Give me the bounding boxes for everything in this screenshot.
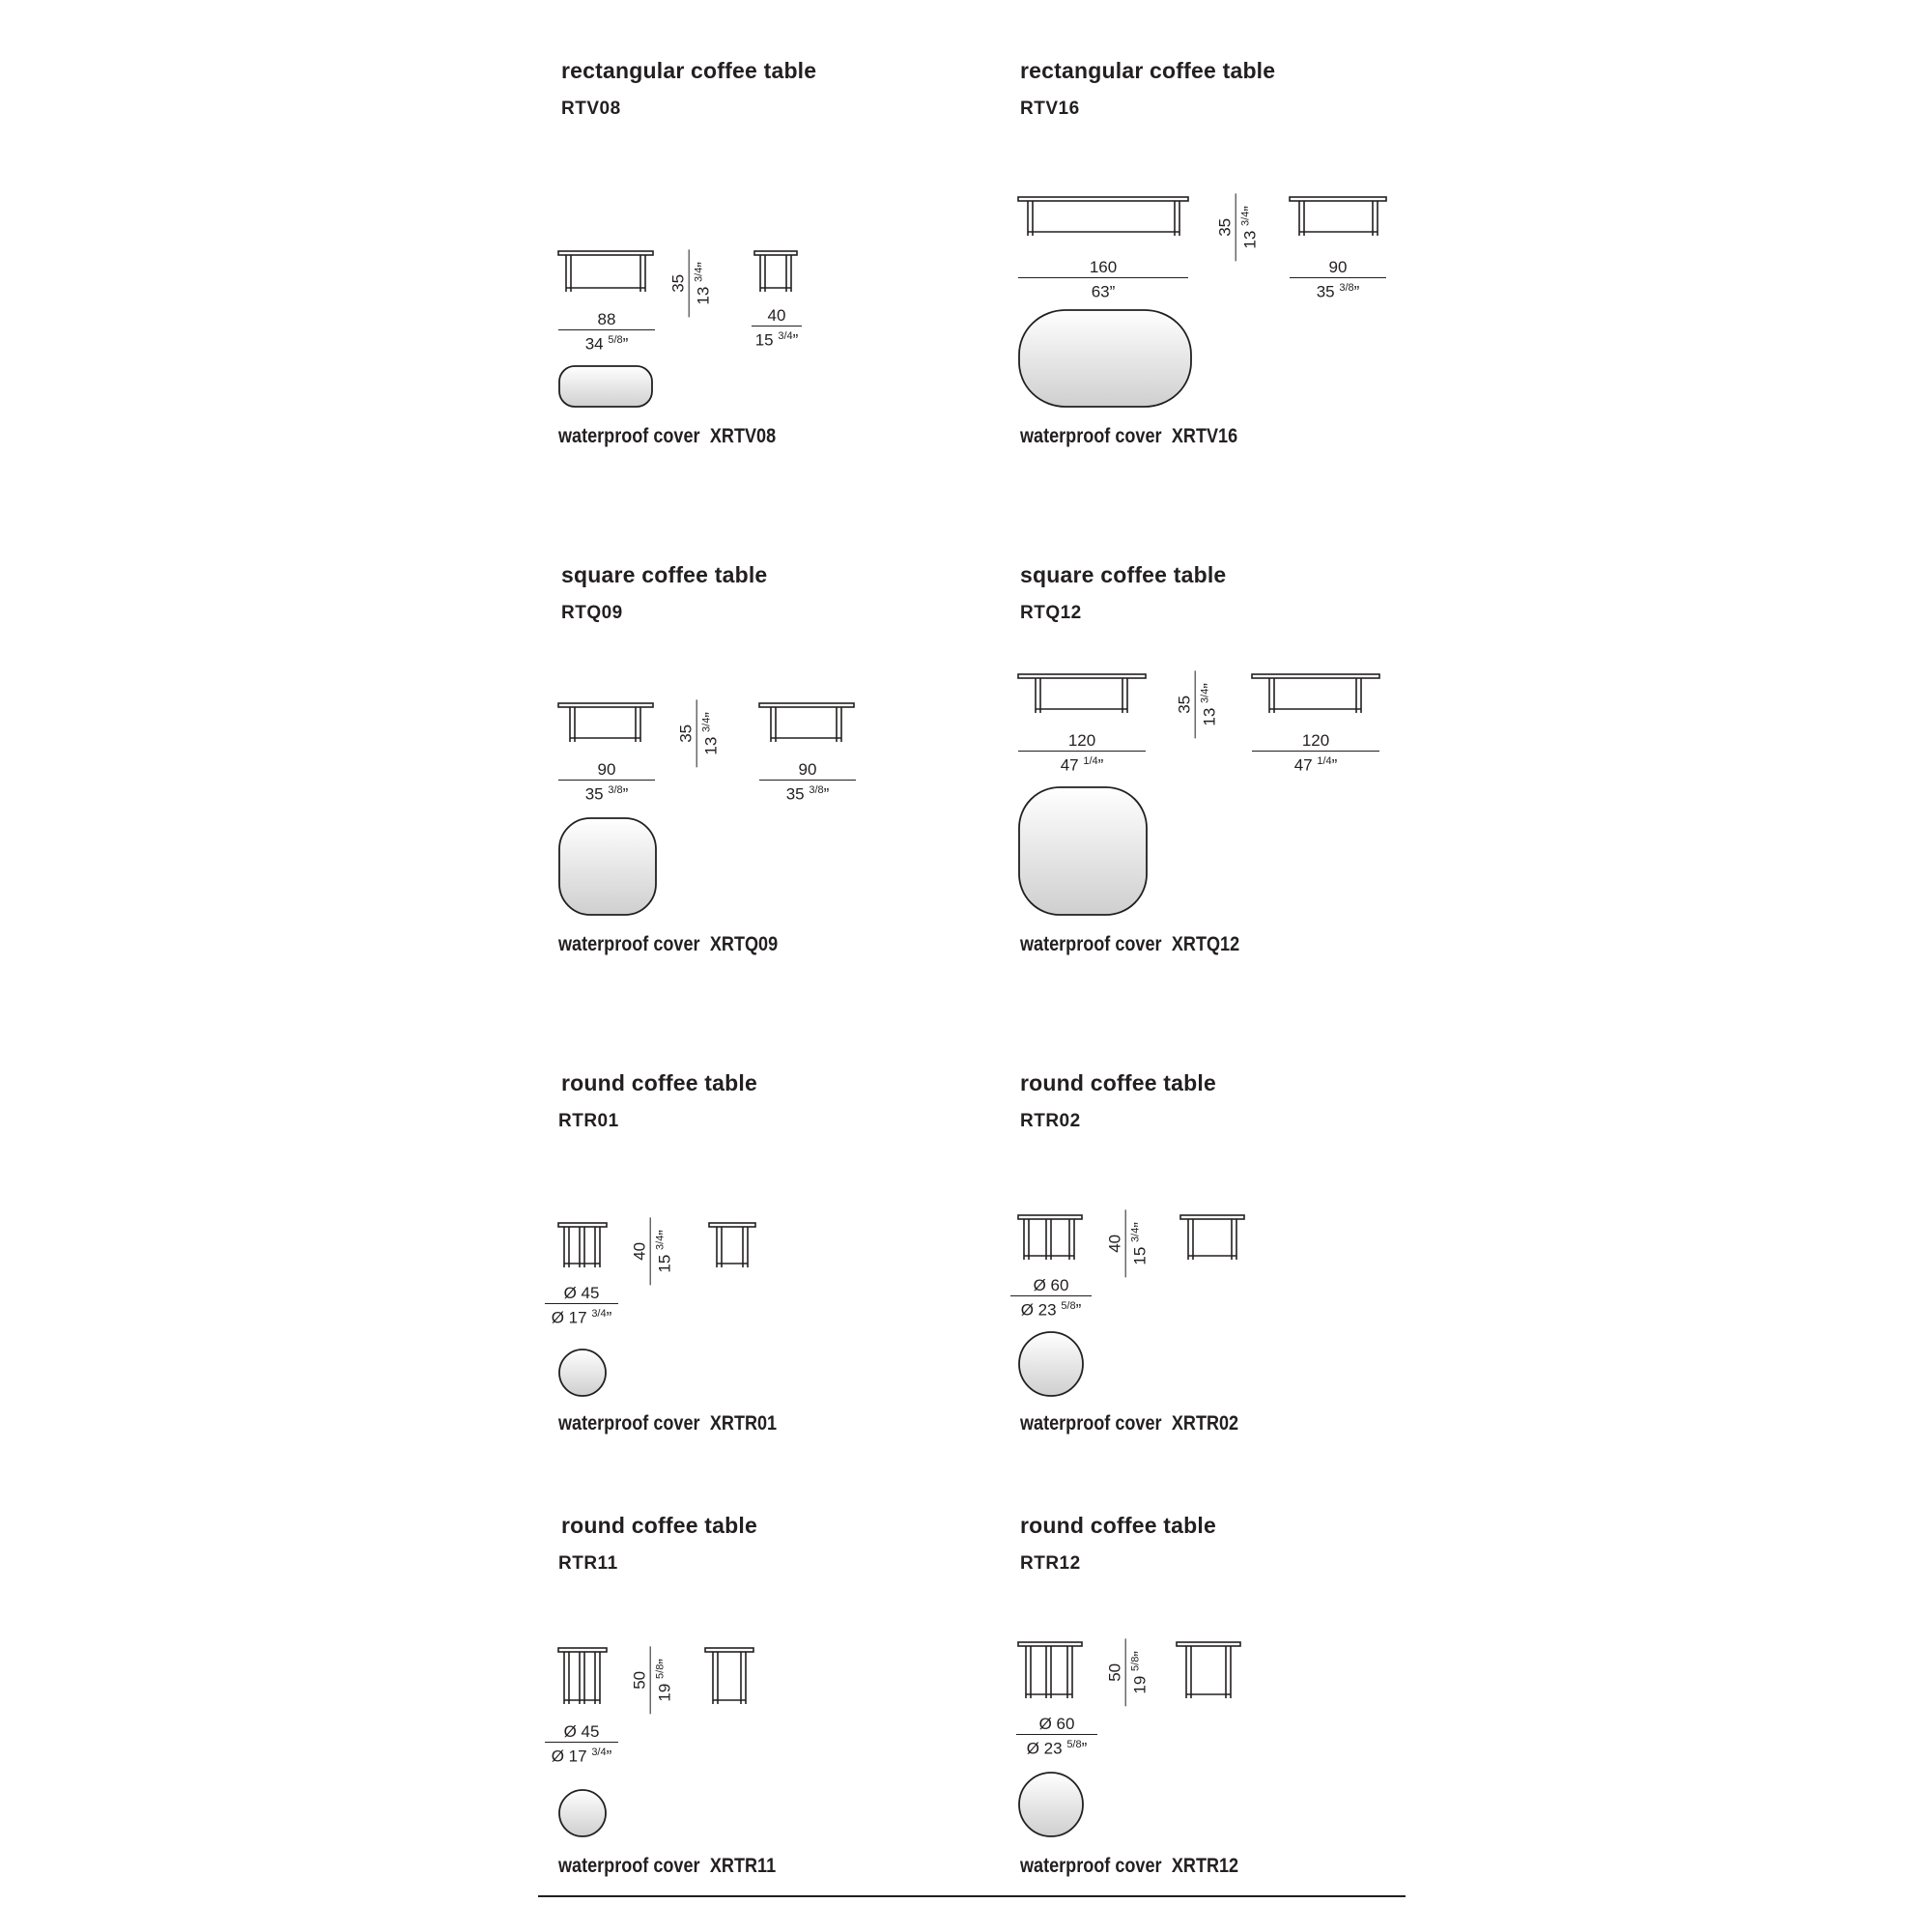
height-in-fraction: 3/4 [1129, 1227, 1142, 1242]
width-in-fraction: 5/8 [608, 334, 623, 346]
width-cm: 88 [558, 309, 655, 330]
depth-dimension: 120 47 $^{1/4}$” [1252, 730, 1379, 776]
front-view-drawing [558, 1221, 611, 1269]
depth-cm: 90 [759, 759, 856, 781]
cover-shape [1018, 1331, 1088, 1401]
cover-shape [1018, 786, 1150, 918]
height-in-fraction: 3/4 [693, 267, 705, 282]
height-dimension: 35 13 $^{3/4}$” [676, 699, 722, 767]
width-cm: 160 [1018, 257, 1188, 278]
width-in-fraction: 1/4 [1083, 755, 1098, 767]
diameter-cm: Ø 60 [1016, 1714, 1097, 1735]
cover-label [558, 1412, 777, 1435]
cover-shape [558, 1789, 611, 1841]
cover-code: XRTQ12 [1171, 933, 1240, 955]
depth-dimension: 90 35 $^{3/8}$” [759, 759, 856, 805]
width-dimension: 160 63” [1018, 257, 1188, 302]
cover-text: waterproof cover [1020, 1412, 1162, 1435]
product-code: RTQ12 [1020, 603, 1082, 623]
height-cm: 35 [1215, 193, 1236, 261]
height-cm: 50 [630, 1646, 651, 1714]
product-title: rectangular coffee table [1020, 58, 1276, 83]
height-cm: 35 [1175, 670, 1196, 738]
height-in: 13 [1240, 230, 1260, 249]
product-code: RTR12 [1020, 1553, 1081, 1574]
height-cm: 35 [676, 699, 697, 767]
product-code: RTR02 [1020, 1111, 1081, 1131]
height-dimension: 35 13 $^{3/4}$” [668, 249, 714, 317]
cover-text: waterproof cover [558, 933, 700, 955]
product-code: RTR01 [558, 1111, 619, 1131]
cover-shape [558, 1349, 611, 1401]
height-in: 13 [694, 286, 713, 305]
cover-code: XRTR11 [709, 1855, 777, 1877]
cover-shape [1018, 1772, 1088, 1841]
cover-text: waterproof cover [558, 1412, 700, 1435]
height-in: 15 [1130, 1246, 1150, 1265]
height-cm: 40 [630, 1217, 651, 1285]
diameter-in: Ø 17 [551, 1747, 587, 1766]
diameter-dimension: Ø 60 Ø 23 $^{5/8}$” [1016, 1714, 1097, 1759]
width-dimension: 88 34 $^{5/8}$” [558, 309, 655, 355]
depth-in-fraction: 3/8 [1339, 282, 1354, 294]
product-code: RTQ09 [561, 603, 623, 623]
width-in: 63 [1091, 282, 1110, 301]
width-in: 35 [584, 784, 604, 804]
height-cm: 40 [1105, 1209, 1126, 1277]
front-view-drawing [558, 249, 655, 294]
side-view-drawing [1290, 195, 1390, 238]
diameter-cm: Ø 45 [545, 1283, 618, 1304]
height-in: 19 [655, 1683, 674, 1702]
diameter-in-fraction: 5/8 [1061, 1300, 1076, 1312]
diameter-in: Ø 23 [1026, 1739, 1063, 1758]
cover-label [558, 425, 776, 448]
cover-text: waterproof cover [1020, 933, 1162, 955]
height-cm: 35 [668, 249, 690, 317]
diameter-cm: Ø 45 [545, 1721, 618, 1743]
depth-cm: 120 [1252, 730, 1379, 752]
front-view-drawing [558, 1646, 611, 1708]
cover-code: XRTV08 [709, 425, 777, 447]
product-code: RTV08 [561, 99, 621, 119]
product-title: square coffee table [561, 562, 768, 587]
cover-code: XRTQ09 [709, 933, 779, 955]
diameter-dimension: Ø 45 Ø 17 $^{3/4}$” [545, 1721, 618, 1767]
front-view-drawing [1018, 672, 1150, 715]
side-view-drawing [1180, 1213, 1248, 1262]
diameter-in: Ø 17 [551, 1308, 587, 1327]
width-in: 47 [1060, 755, 1079, 775]
width-dimension: 90 35 $^{3/8}$” [558, 759, 655, 805]
width-cm: 90 [558, 759, 655, 781]
depth-dimension: 90 35 $^{3/8}$” [1290, 257, 1386, 302]
cover-code: XRTR01 [709, 1412, 778, 1435]
cover-text: waterproof cover [1020, 1855, 1162, 1877]
diameter-dimension: Ø 60 Ø 23 $^{5/8}$” [1010, 1275, 1092, 1321]
diameter-cm: Ø 60 [1010, 1275, 1092, 1296]
height-in: 13 [1200, 707, 1219, 726]
front-view-drawing [1018, 1213, 1086, 1262]
cover-text: waterproof cover [558, 1855, 700, 1877]
cover-shape [558, 365, 655, 410]
product-title: round coffee table [1020, 1513, 1216, 1538]
product-title: round coffee table [561, 1070, 757, 1095]
width-in-fraction: 3/8 [608, 784, 623, 796]
depth-in: 35 [1316, 282, 1335, 301]
height-dimension: 50 19 $^{5/8}$” [1105, 1638, 1151, 1706]
side-view-drawing [1177, 1640, 1244, 1702]
product-title: rectangular coffee table [561, 58, 817, 83]
depth-dimension: 40 15 $^{3/4}$” [752, 305, 802, 351]
front-view-drawing [1018, 195, 1192, 238]
width-dimension: 120 47 $^{1/4}$” [1018, 730, 1146, 776]
height-in-fraction: 3/4 [1239, 211, 1252, 226]
height-dimension: 40 15 $^{3/4}$” [1105, 1209, 1151, 1277]
front-view-drawing [1018, 1640, 1086, 1702]
height-in-fraction: 3/4 [654, 1235, 667, 1250]
depth-cm: 90 [1290, 257, 1386, 278]
side-view-drawing [1252, 672, 1383, 715]
depth-in-fraction: 3/8 [809, 784, 824, 796]
side-view-drawing [709, 1221, 759, 1269]
cover-label [558, 1855, 776, 1878]
product-title: round coffee table [561, 1513, 757, 1538]
diameter-in-fraction: 5/8 [1066, 1739, 1082, 1750]
cover-label [1020, 1412, 1238, 1435]
cover-label [1020, 425, 1237, 448]
cover-text: waterproof cover [1020, 425, 1162, 447]
height-dimension: 35 13 $^{3/4}$” [1215, 193, 1261, 261]
depth-in: 15 [754, 330, 774, 350]
cover-label [1020, 1855, 1238, 1878]
diameter-dimension: Ø 45 Ø 17 $^{3/4}$” [545, 1283, 618, 1328]
height-in-fraction: 5/8 [654, 1663, 667, 1679]
diameter-in: Ø 23 [1020, 1300, 1057, 1320]
cover-code: XRTR02 [1171, 1412, 1239, 1435]
cover-code: XRTR12 [1171, 1855, 1239, 1877]
cover-text: waterproof cover [558, 425, 700, 447]
height-cm: 50 [1105, 1638, 1126, 1706]
height-in: 19 [1130, 1675, 1150, 1694]
diameter-in-fraction: 3/4 [591, 1308, 607, 1320]
product-title: round coffee table [1020, 1070, 1216, 1095]
height-in-fraction: 3/4 [700, 717, 713, 732]
height-in: 13 [701, 736, 721, 755]
cover-shape [558, 817, 659, 918]
cover-code: XRTV16 [1171, 425, 1238, 447]
cover-shape [1018, 309, 1194, 410]
diameter-in-fraction: 3/4 [591, 1747, 607, 1758]
height-in-fraction: 3/4 [1199, 688, 1211, 703]
side-view-drawing [705, 1646, 757, 1708]
depth-in-fraction: 3/4 [778, 330, 793, 342]
width-cm: 120 [1018, 730, 1146, 752]
height-in-fraction: 5/8 [1129, 1656, 1142, 1671]
cover-label [1020, 933, 1239, 956]
product-title: square coffee table [1020, 562, 1227, 587]
depth-in: 47 [1293, 755, 1313, 775]
depth-cm: 40 [752, 305, 802, 327]
depth-in: 35 [785, 784, 805, 804]
depth-in-fraction: 1/4 [1317, 755, 1332, 767]
cover-label [558, 933, 778, 956]
product-code: RTV16 [1020, 99, 1080, 119]
height-dimension: 50 19 $^{5/8}$” [630, 1646, 675, 1714]
height-in: 15 [655, 1254, 674, 1273]
width-in: 34 [584, 334, 604, 354]
product-code: RTR11 [558, 1553, 618, 1574]
bottom-rule [538, 1895, 1406, 1897]
side-view-drawing [754, 249, 799, 294]
height-dimension: 40 15 $^{3/4}$” [630, 1217, 675, 1285]
front-view-drawing [558, 701, 657, 744]
height-dimension: 35 13 $^{3/4}$” [1175, 670, 1220, 738]
side-view-drawing [759, 701, 858, 744]
